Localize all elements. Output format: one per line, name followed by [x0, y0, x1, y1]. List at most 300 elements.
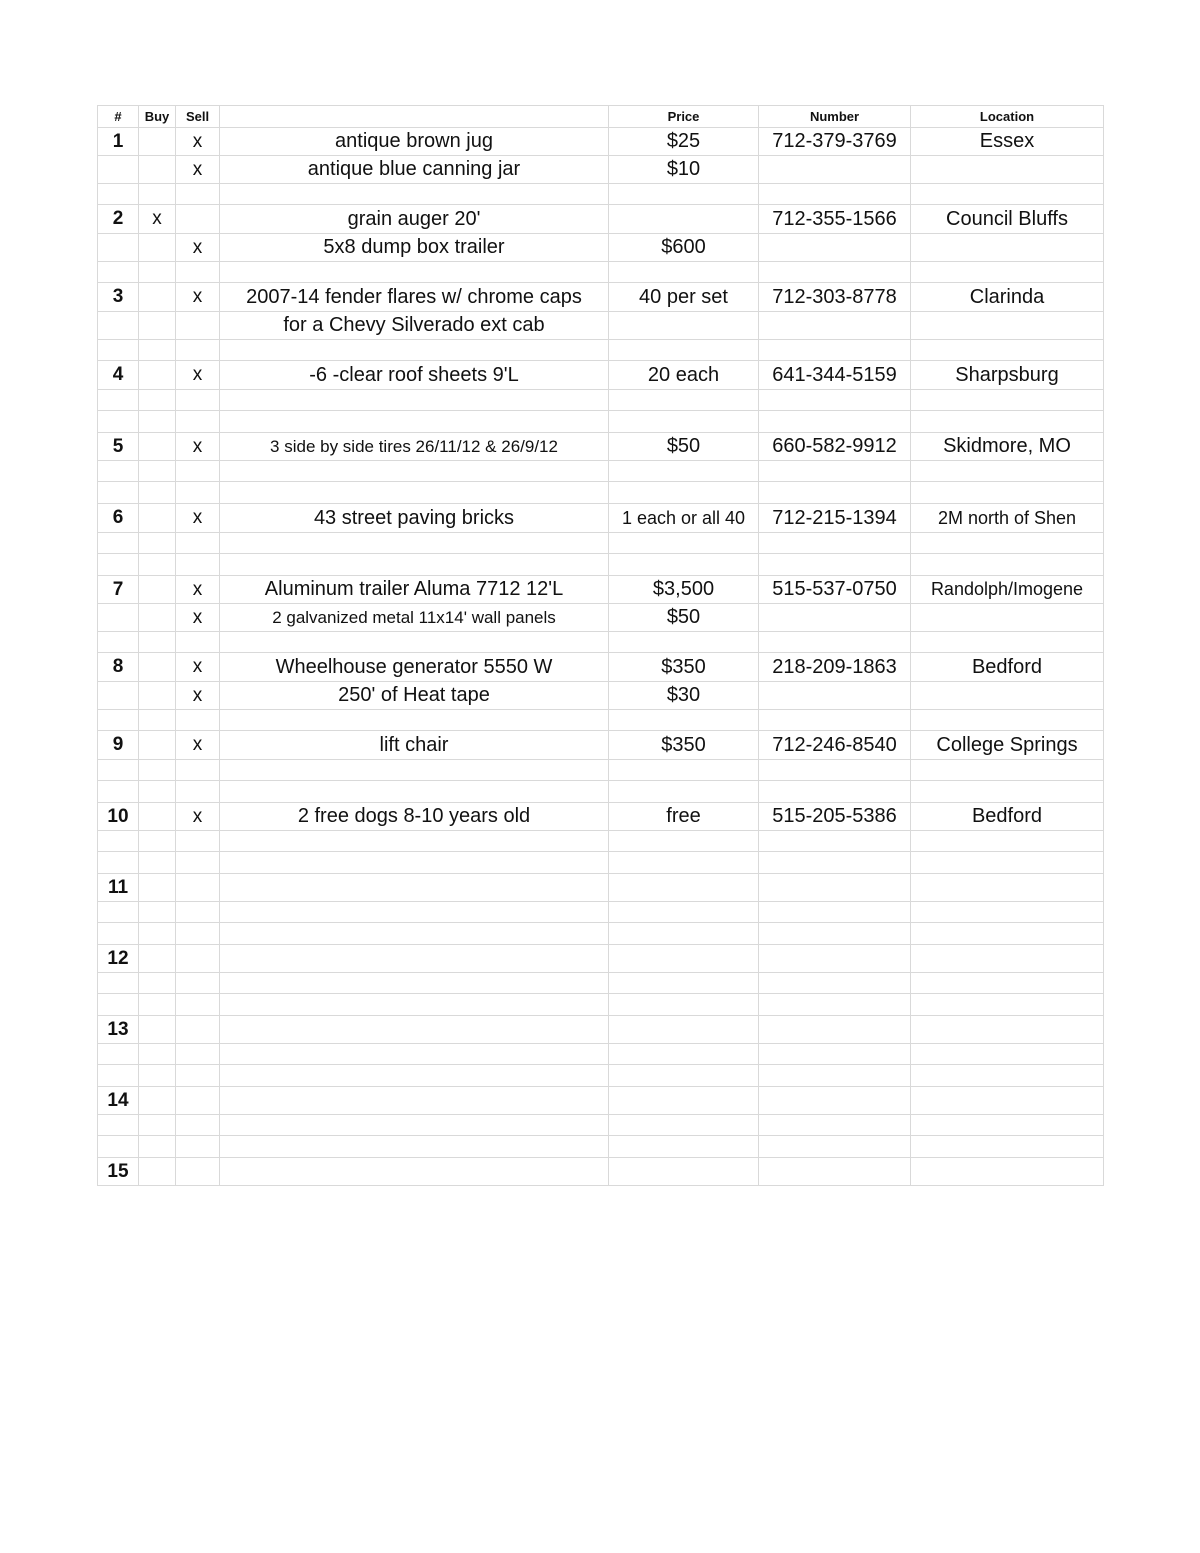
- cell-location: Skidmore, MO: [911, 433, 1104, 461]
- cell-num: 10: [98, 803, 139, 831]
- cell-sell: [176, 340, 220, 361]
- table-row: [98, 682, 1104, 710]
- cell-number: [759, 312, 911, 340]
- table-row: [98, 184, 1104, 205]
- cell-buy: [139, 128, 176, 156]
- cell-buy: [139, 1065, 176, 1087]
- cell-number: [759, 923, 911, 945]
- cell-price: [609, 632, 759, 653]
- cell-price: [609, 945, 759, 973]
- cell-buy: [139, 1044, 176, 1065]
- table-row: [98, 1158, 1104, 1186]
- cell-number: [759, 973, 911, 994]
- header-sell: Sell: [176, 106, 220, 128]
- cell-price: free: [609, 803, 759, 831]
- cell-price: [609, 554, 759, 576]
- cell-price: [609, 1016, 759, 1044]
- cell-num: [98, 710, 139, 731]
- table-row: [98, 340, 1104, 361]
- cell-description: for a Chevy Silverado ext cab: [220, 312, 609, 340]
- cell-location: [911, 682, 1104, 710]
- table-row: [98, 831, 1104, 852]
- cell-sell: x: [176, 653, 220, 682]
- cell-sell: x: [176, 433, 220, 461]
- cell-number: [759, 156, 911, 184]
- cell-buy: [139, 283, 176, 312]
- cell-sell: [176, 554, 220, 576]
- cell-price: [609, 994, 759, 1016]
- table-row: [98, 128, 1104, 156]
- table-row: [98, 604, 1104, 632]
- cell-buy: [139, 461, 176, 482]
- cell-price: $50: [609, 604, 759, 632]
- cell-location: Bedford: [911, 653, 1104, 682]
- cell-description: [220, 902, 609, 923]
- cell-price: [609, 411, 759, 433]
- cell-num: [98, 482, 139, 504]
- cell-sell: [176, 312, 220, 340]
- cell-location: [911, 1065, 1104, 1087]
- cell-sell: [176, 1065, 220, 1087]
- table-row: [98, 156, 1104, 184]
- cell-location: [911, 184, 1104, 205]
- cell-number: [759, 184, 911, 205]
- cell-price: [609, 1115, 759, 1136]
- cell-price: $50: [609, 433, 759, 461]
- cell-num: 12: [98, 945, 139, 973]
- cell-description: [220, 1044, 609, 1065]
- cell-location: [911, 482, 1104, 504]
- table-row: [98, 361, 1104, 390]
- cell-price: $30: [609, 682, 759, 710]
- table-row: [98, 803, 1104, 831]
- cell-buy: [139, 1136, 176, 1158]
- cell-price: [609, 781, 759, 803]
- cell-buy: x: [139, 205, 176, 234]
- cell-buy: [139, 1115, 176, 1136]
- cell-number: [759, 682, 911, 710]
- cell-num: [98, 1044, 139, 1065]
- cell-location: Council Bluffs: [911, 205, 1104, 234]
- header-price: Price: [609, 106, 759, 128]
- cell-description: [220, 340, 609, 361]
- cell-buy: [139, 632, 176, 653]
- cell-buy: [139, 973, 176, 994]
- cell-buy: [139, 994, 176, 1016]
- cell-sell: [176, 411, 220, 433]
- cell-location: [911, 902, 1104, 923]
- table-row: [98, 731, 1104, 760]
- header-buy: Buy: [139, 106, 176, 128]
- table-row: [98, 1065, 1104, 1087]
- cell-sell: [176, 1016, 220, 1044]
- cell-num: [98, 632, 139, 653]
- cell-sell: [176, 1044, 220, 1065]
- cell-buy: [139, 803, 176, 831]
- cell-number: [759, 340, 911, 361]
- cell-buy: [139, 504, 176, 533]
- cell-description: [220, 1115, 609, 1136]
- cell-number: [759, 390, 911, 411]
- cell-description: antique brown jug: [220, 128, 609, 156]
- cell-description: [220, 1158, 609, 1186]
- cell-description: Aluminum trailer Aluma 7712 12'L: [220, 576, 609, 604]
- cell-price: [609, 461, 759, 482]
- cell-sell: [176, 205, 220, 234]
- table-row: [98, 923, 1104, 945]
- cell-location: [911, 710, 1104, 731]
- cell-description: [220, 923, 609, 945]
- cell-description: 2 free dogs 8-10 years old: [220, 803, 609, 831]
- cell-number: [759, 710, 911, 731]
- cell-number: [759, 554, 911, 576]
- cell-num: 1: [98, 128, 139, 156]
- cell-location: [911, 760, 1104, 781]
- cell-description: [220, 1087, 609, 1115]
- cell-description: [220, 945, 609, 973]
- cell-buy: [139, 234, 176, 262]
- cell-description: [220, 461, 609, 482]
- table-row: [98, 312, 1104, 340]
- cell-location: [911, 554, 1104, 576]
- cell-number: 218-209-1863: [759, 653, 911, 682]
- table-row: [98, 852, 1104, 874]
- table-row: [98, 576, 1104, 604]
- cell-sell: [176, 760, 220, 781]
- cell-sell: [176, 874, 220, 902]
- cell-num: [98, 1136, 139, 1158]
- cell-num: [98, 156, 139, 184]
- cell-num: 13: [98, 1016, 139, 1044]
- cell-buy: [139, 262, 176, 283]
- cell-description: [220, 1065, 609, 1087]
- cell-location: [911, 973, 1104, 994]
- cell-sell: [176, 831, 220, 852]
- cell-buy: [139, 482, 176, 504]
- cell-location: 2M north of Shen: [911, 504, 1104, 533]
- cell-buy: [139, 682, 176, 710]
- table-row: [98, 461, 1104, 482]
- cell-price: [609, 312, 759, 340]
- cell-number: 641-344-5159: [759, 361, 911, 390]
- cell-sell: [176, 461, 220, 482]
- cell-location: [911, 1115, 1104, 1136]
- cell-sell: [176, 632, 220, 653]
- cell-number: [759, 533, 911, 554]
- cell-location: [911, 852, 1104, 874]
- cell-num: [98, 390, 139, 411]
- cell-location: [911, 831, 1104, 852]
- cell-description: 43 street paving bricks: [220, 504, 609, 533]
- header-description: [220, 106, 609, 128]
- cell-buy: [139, 184, 176, 205]
- cell-price: $3,500: [609, 576, 759, 604]
- table-row: [98, 632, 1104, 653]
- cell-num: [98, 852, 139, 874]
- cell-sell: [176, 1158, 220, 1186]
- cell-sell: x: [176, 283, 220, 312]
- table-row: [98, 504, 1104, 533]
- cell-price: [609, 205, 759, 234]
- cell-num: 2: [98, 205, 139, 234]
- table-row: [98, 1044, 1104, 1065]
- cell-description: [220, 482, 609, 504]
- cell-price: [609, 1158, 759, 1186]
- cell-price: [609, 184, 759, 205]
- cell-location: [911, 234, 1104, 262]
- cell-location: [911, 312, 1104, 340]
- table-row: [98, 234, 1104, 262]
- cell-description: [220, 710, 609, 731]
- cell-buy: [139, 576, 176, 604]
- cell-location: [911, 1044, 1104, 1065]
- cell-sell: [176, 923, 220, 945]
- cell-buy: [139, 312, 176, 340]
- cell-number: 515-537-0750: [759, 576, 911, 604]
- cell-description: 5x8 dump box trailer: [220, 234, 609, 262]
- table-row: [98, 902, 1104, 923]
- cell-number: 712-246-8540: [759, 731, 911, 760]
- cell-num: [98, 1065, 139, 1087]
- cell-num: [98, 234, 139, 262]
- cell-price: [609, 852, 759, 874]
- cell-sell: x: [176, 156, 220, 184]
- cell-number: [759, 1158, 911, 1186]
- table-row: [98, 433, 1104, 461]
- cell-sell: [176, 973, 220, 994]
- cell-location: [911, 945, 1104, 973]
- cell-num: 8: [98, 653, 139, 682]
- cell-number: 712-215-1394: [759, 504, 911, 533]
- table-row: [98, 205, 1104, 234]
- cell-number: [759, 1016, 911, 1044]
- cell-num: 5: [98, 433, 139, 461]
- cell-description: [220, 994, 609, 1016]
- cell-description: 2 galvanized metal 11x14' wall panels: [220, 604, 609, 632]
- cell-num: [98, 760, 139, 781]
- cell-description: [220, 632, 609, 653]
- cell-sell: [176, 1087, 220, 1115]
- cell-price: [609, 760, 759, 781]
- cell-number: [759, 945, 911, 973]
- cell-location: [911, 1087, 1104, 1115]
- table-row: [98, 1115, 1104, 1136]
- cell-number: [759, 1044, 911, 1065]
- table-row: [98, 1087, 1104, 1115]
- cell-num: [98, 312, 139, 340]
- cell-number: [759, 874, 911, 902]
- cell-location: [911, 1136, 1104, 1158]
- cell-price: $10: [609, 156, 759, 184]
- cell-number: [759, 461, 911, 482]
- cell-description: lift chair: [220, 731, 609, 760]
- cell-number: [759, 852, 911, 874]
- cell-location: [911, 874, 1104, 902]
- table-row: [98, 390, 1104, 411]
- cell-sell: x: [176, 604, 220, 632]
- cell-price: [609, 902, 759, 923]
- cell-num: 9: [98, 731, 139, 760]
- cell-price: [609, 262, 759, 283]
- cell-location: [911, 1016, 1104, 1044]
- table-row: [98, 710, 1104, 731]
- cell-buy: [139, 874, 176, 902]
- cell-description: 3 side by side tires 26/11/12 & 26/9/12: [220, 433, 609, 461]
- cell-description: [220, 411, 609, 433]
- cell-description: [220, 973, 609, 994]
- cell-sell: [176, 1115, 220, 1136]
- cell-description: [220, 852, 609, 874]
- cell-sell: [176, 390, 220, 411]
- cell-location: [911, 262, 1104, 283]
- cell-description: [220, 390, 609, 411]
- cell-price: [609, 923, 759, 945]
- cell-location: [911, 411, 1104, 433]
- cell-number: 712-303-8778: [759, 283, 911, 312]
- cell-price: [609, 1087, 759, 1115]
- cell-buy: [139, 760, 176, 781]
- cell-price: 40 per set: [609, 283, 759, 312]
- cell-description: -6 -clear roof sheets 9'L: [220, 361, 609, 390]
- cell-description: [220, 262, 609, 283]
- cell-location: [911, 533, 1104, 554]
- cell-description: [220, 554, 609, 576]
- table-row: [98, 781, 1104, 803]
- cell-location: [911, 390, 1104, 411]
- table-row: [98, 533, 1104, 554]
- cell-sell: x: [176, 361, 220, 390]
- cell-location: Essex: [911, 128, 1104, 156]
- cell-location: [911, 632, 1104, 653]
- cell-num: 7: [98, 576, 139, 604]
- cell-description: grain auger 20': [220, 205, 609, 234]
- cell-price: [609, 1065, 759, 1087]
- cell-buy: [139, 604, 176, 632]
- cell-number: [759, 1065, 911, 1087]
- cell-location: [911, 994, 1104, 1016]
- cell-price: [609, 1044, 759, 1065]
- cell-location: College Springs: [911, 731, 1104, 760]
- cell-buy: [139, 533, 176, 554]
- cell-description: 250' of Heat tape: [220, 682, 609, 710]
- cell-description: [220, 1136, 609, 1158]
- cell-sell: [176, 1136, 220, 1158]
- cell-number: [759, 1136, 911, 1158]
- cell-sell: x: [176, 504, 220, 533]
- cell-location: [911, 461, 1104, 482]
- cell-num: [98, 994, 139, 1016]
- cell-sell: x: [176, 576, 220, 604]
- cell-price: [609, 340, 759, 361]
- cell-description: [220, 874, 609, 902]
- cell-sell: [176, 533, 220, 554]
- cell-buy: [139, 156, 176, 184]
- table-row: [98, 945, 1104, 973]
- cell-buy: [139, 1016, 176, 1044]
- cell-sell: [176, 482, 220, 504]
- table-row: [98, 1016, 1104, 1044]
- cell-buy: [139, 340, 176, 361]
- cell-number: [759, 262, 911, 283]
- cell-description: [220, 533, 609, 554]
- cell-sell: [176, 852, 220, 874]
- cell-num: [98, 554, 139, 576]
- cell-num: [98, 1115, 139, 1136]
- header-number: Number: [759, 106, 911, 128]
- cell-num: [98, 461, 139, 482]
- cell-buy: [139, 1158, 176, 1186]
- cell-price: [609, 874, 759, 902]
- cell-num: [98, 973, 139, 994]
- cell-location: Clarinda: [911, 283, 1104, 312]
- table-row: [98, 653, 1104, 682]
- cell-num: 6: [98, 504, 139, 533]
- table-row: [98, 554, 1104, 576]
- cell-sell: x: [176, 682, 220, 710]
- cell-price: 1 each or all 40: [609, 504, 759, 533]
- cell-buy: [139, 852, 176, 874]
- cell-sell: x: [176, 128, 220, 156]
- cell-sell: [176, 184, 220, 205]
- cell-num: 15: [98, 1158, 139, 1186]
- cell-buy: [139, 433, 176, 461]
- cell-num: 4: [98, 361, 139, 390]
- cell-price: [609, 533, 759, 554]
- cell-buy: [139, 831, 176, 852]
- table-row: [98, 874, 1104, 902]
- cell-number: [759, 994, 911, 1016]
- cell-buy: [139, 731, 176, 760]
- cell-buy: [139, 554, 176, 576]
- cell-location: [911, 604, 1104, 632]
- cell-number: [759, 604, 911, 632]
- table-row: [98, 262, 1104, 283]
- cell-number: [759, 234, 911, 262]
- cell-number: 515-205-5386: [759, 803, 911, 831]
- cell-sell: [176, 994, 220, 1016]
- cell-buy: [139, 653, 176, 682]
- cell-sell: [176, 945, 220, 973]
- cell-location: [911, 340, 1104, 361]
- header-location: Location: [911, 106, 1104, 128]
- cell-location: Bedford: [911, 803, 1104, 831]
- cell-buy: [139, 902, 176, 923]
- cell-num: [98, 184, 139, 205]
- cell-num: [98, 604, 139, 632]
- cell-num: [98, 340, 139, 361]
- cell-sell: x: [176, 731, 220, 760]
- cell-number: [759, 1087, 911, 1115]
- cell-location: [911, 923, 1104, 945]
- table-row: [98, 994, 1104, 1016]
- cell-num: [98, 262, 139, 283]
- cell-num: [98, 533, 139, 554]
- cell-description: [220, 760, 609, 781]
- table-row: [98, 411, 1104, 433]
- table-row: [98, 482, 1104, 504]
- cell-num: [98, 682, 139, 710]
- cell-sell: [176, 781, 220, 803]
- cell-price: [609, 710, 759, 731]
- cell-buy: [139, 923, 176, 945]
- table-body: [98, 128, 1104, 1186]
- cell-price: $350: [609, 731, 759, 760]
- table-row: [98, 1136, 1104, 1158]
- cell-price: [609, 831, 759, 852]
- cell-price: $600: [609, 234, 759, 262]
- cell-number: 712-379-3769: [759, 128, 911, 156]
- cell-price: $350: [609, 653, 759, 682]
